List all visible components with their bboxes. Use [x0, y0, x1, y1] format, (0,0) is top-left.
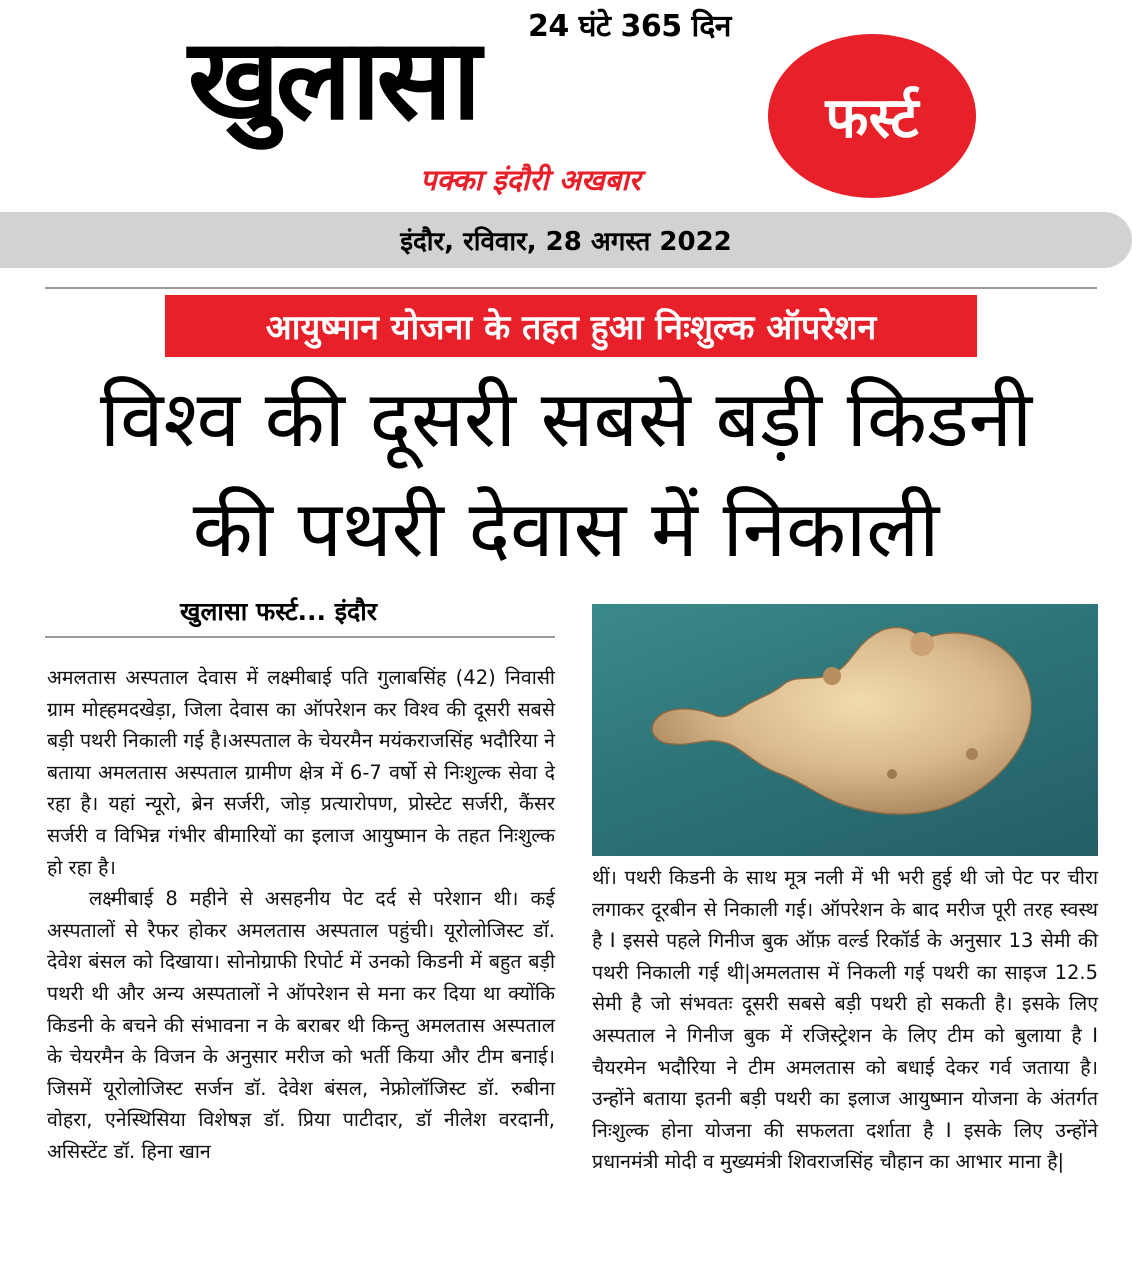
article-paragraph: थीं। पथरी किडनी के साथ मूत्र नली में भी भरी हुई थी जो पेट पर चीरा लगाकर दूरबीन से निकाली गई। ऑपरेशन के बाद मरीज पूरी तरह स्वस्थ है I इससे पहले गिनीज बुक ऑफ़ वर्ल्ड रिकॉर्ड के अनुसार 13 सेमी की पथरी निकाली गई थी|अमलतास में निकली गई पथरी का साइज 12.5 सेमी है जो संभवतः दूसरी सबसे बड़ी पथरी हो सकती है। इसके लिए अस्पताल ने गिनीज बुक में रजिस्ट्रेशन के लिए टीम को बुलाया है I चैयरमेन भदौरिया ने टीम अमलतास को बधाई देकर गर्व जताया है। उन्होंने बताया इतनी बड़ी पथरी का इलाज आयुष्मान योजना के अंतर्गत निःशुल्क होना योजना की सफलता दर्शाता है I इसके लिए उन्होंने प्रधानमंत्री मोदी व मुख्यमंत्री शिवराजसिंह चौहान का आभार माना है|: [592, 866, 1098, 1174]
kidney-stone-image: [592, 604, 1098, 856]
article-paragraph: अमलतास अस्पताल देवास में लक्ष्मीबाई पति गुलाबसिंह (42) निवासी ग्राम मोह्हमदखेड़ा, जिला देवास का ऑपरेशन कर विश्व की दूसरी सबसे बड़ी पथरी निकाली गई है।अस्पताल के चेयरमैन मयंकराजसिंह भदौरिया ने बताया अमलतास अस्पताल ग्रामीण क्षेत्र में 6-7 वर्षो से निःशुल्क सेवा दे रहा है। यहां न्यूरो, ब्रेन सर्जरी, जोड़ प्रत्यारोपण, प्रोस्टेट सर्जरी, कैंसर सर्जरी व विभिन्न गंभीर बीमारियों का इलाज आयुष्मान के तहत निःशुल्क हो रहा है।: [47, 666, 555, 879]
kicker-text: आयुष्मान योजना के तहत हुआ निःशुल्क ऑपरेशन: [265, 308, 877, 348]
article-paragraph: लक्ष्मीबाई 8 महीने से असहनीय पेट दर्द से परेशान थी। कई अस्पतालों से रैफर होकर अमलतास अस्पताल पहुंची। यूरोलोजिस्ट डॉ. देवेश बंसल को दिखाया। सोनोग्राफी रिपोर्ट में उनको किडनी में बहुत बड़ी पथरी थी और अन्य अस्पतालों ने ऑपरेशन से मना कर दिया था क्योंकि किडनी के बचने की संभावना न के बराबर थी किन्तु अमलतास अस्पताल के चेयरमैन के विजन के अनुसार मरीज को भर्ती किया और टीम बनाई। जिसमें यूरोलोजिस्ट सर्जन डॉ. देवेश बंसल, नेफ्रोलॉजिस्ट डॉ. रुबीना वोहरा, एनेस्थिसिया विशेषज्ञ डॉ. प्रिया पाटीदार, डॉ नीलेश वरदानी, असिस्टेंट डॉ. हिना खान: [47, 887, 555, 1163]
masthead-tagline: 24 घंटे 365 दिन: [528, 9, 731, 44]
headline-line-1: विश्व की दूसरी सबसे बड़ी किडनी: [99, 375, 1033, 465]
headline: [20, 365, 1112, 585]
newspaper-logo-text: खुलासा: [188, 15, 478, 145]
kidney-stone-photo: [592, 604, 1098, 856]
headline-line-2: की पथरी देवास में निकाली: [192, 485, 940, 575]
byline: खुलासा फर्स्ट... इंदौर: [180, 597, 377, 626]
byline-divider: [45, 636, 555, 638]
first-badge: [768, 34, 976, 198]
first-badge-text: फर्स्ट: [825, 85, 919, 151]
article-column-right: [592, 862, 1098, 1178]
kicker-banner: [165, 295, 977, 357]
masthead: [0, 0, 1132, 200]
divider: [45, 287, 1097, 289]
article-column-left: [47, 662, 555, 1168]
masthead-subtitle: पक्का इंदौरी अखबार: [420, 163, 641, 197]
dateline: इंदौर, रविवार, 28 अगस्त 2022: [400, 227, 732, 257]
